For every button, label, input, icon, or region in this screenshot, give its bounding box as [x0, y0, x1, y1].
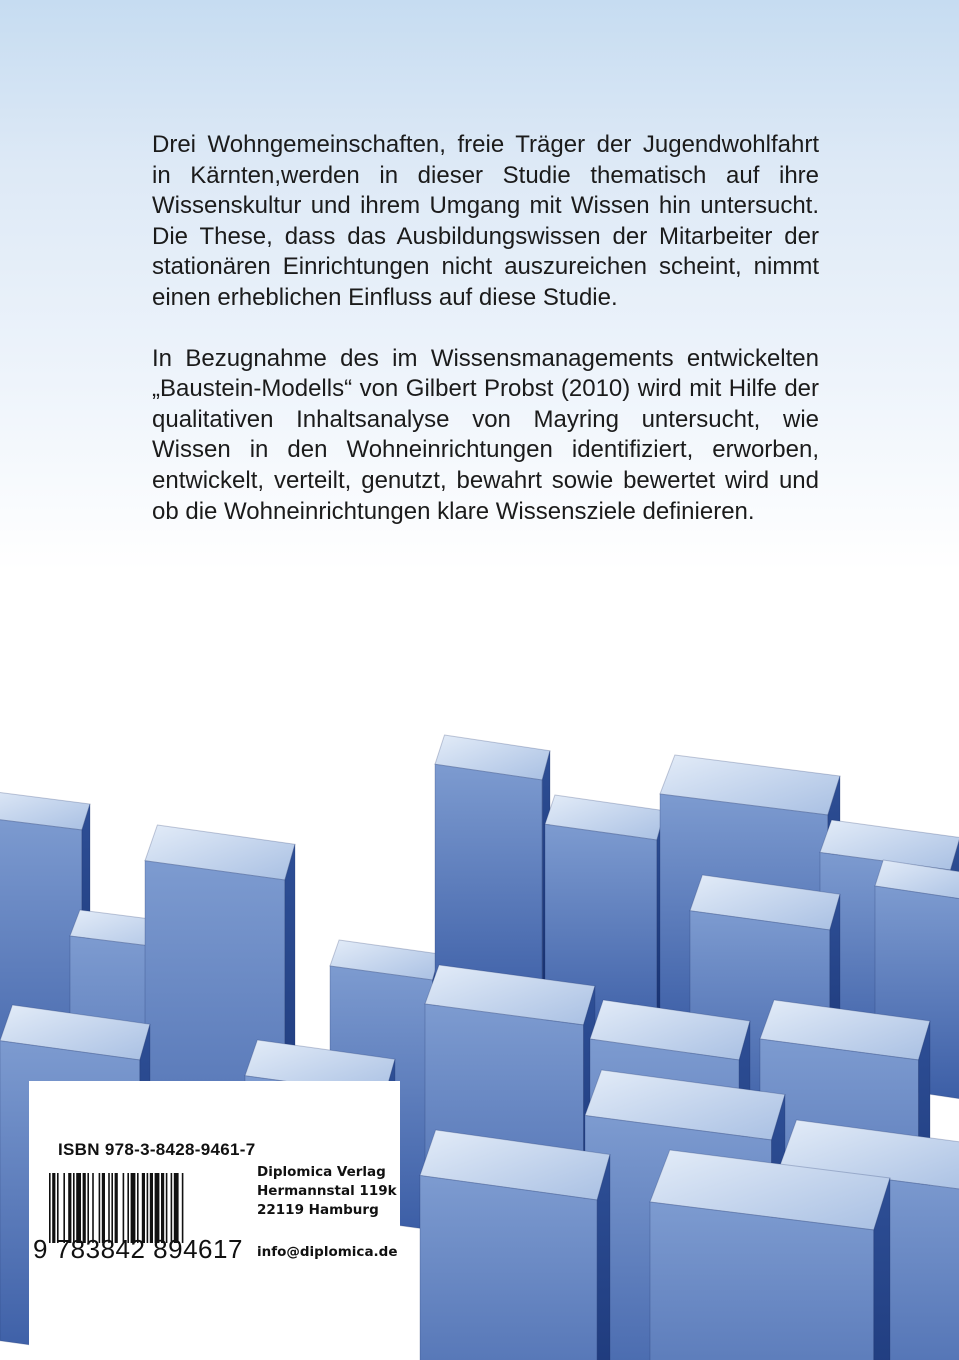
- publisher-email[interactable]: info@diplomica.de: [257, 1244, 398, 1260]
- publisher-address: [257, 1163, 397, 1220]
- barcode-bar: [108, 1173, 110, 1243]
- barcode: [49, 1173, 245, 1243]
- barcode-bar: [147, 1173, 149, 1243]
- barcode-bar: [115, 1173, 118, 1243]
- publisher-name: Diplomica Verlag: [257, 1164, 386, 1180]
- barcode-bar: [87, 1173, 89, 1243]
- barcode-bar: [52, 1173, 55, 1243]
- barcode-label: [29, 1081, 400, 1360]
- barcode-bar: [99, 1173, 101, 1243]
- cube-front-face: [650, 1202, 874, 1360]
- barcode-bar: [92, 1173, 94, 1243]
- cube: [650, 1150, 890, 1360]
- barcode-bar: [76, 1173, 81, 1243]
- barcode-bar: [73, 1173, 75, 1243]
- barcode-bar: [171, 1173, 173, 1243]
- barcode-bar: [174, 1173, 179, 1243]
- isbn-text: ISBN 978-3-8428-9461-7: [58, 1140, 256, 1159]
- barcode-bar: [102, 1173, 105, 1243]
- barcode-bar: [123, 1173, 125, 1243]
- barcode-digits: 9 783842 894617: [33, 1234, 243, 1264]
- barcode-bar: [137, 1173, 139, 1243]
- blurb-paragraph-2: In Bezugnahme des im Wissensmanagements entwickelten „Baustein-Modells“ von Gilbert Probst (2010) wird mit Hilfe der qualitativen Inhaltsanalyse von Mayring untersucht, wie Wissen in den Wohneinrichtungen identifiziert, erworben, entwickelt, verteilt, genutzt, bewahrt sowie bewertet wird und ob die Wohneinrichtungen klare Wissensziele definieren.: [152, 344, 819, 525]
- barcode-bar: [166, 1173, 168, 1243]
- cube: [420, 1130, 610, 1360]
- barcode-bar: [161, 1173, 164, 1243]
- barcode-bar: [49, 1173, 51, 1243]
- barcode-bar: [111, 1173, 113, 1243]
- barcode-bar: [155, 1173, 160, 1243]
- publisher-street: Hermannstal 119k: [257, 1183, 397, 1199]
- barcode-bar: [57, 1173, 59, 1243]
- blurb-paragraph-1: Drei Wohngemeinschaften, freie Träger der Jugendwohlfahrt in Kärnten,werden in dieser Studie thematisch auf ihre Wissenskultur und ihrem Umgang mit Wissen hin untersucht. Die These, dass das Ausbildungswissen der Mitarbeiter der stationären Einrichtungen nicht auszureichen scheint, nimmt einen erheblichen Einfluss auf diese Studie.: [152, 131, 819, 311]
- barcode-bar: [142, 1173, 145, 1243]
- barcode-bar: [63, 1173, 65, 1243]
- barcode-bar: [150, 1173, 153, 1243]
- publisher-city: 22119 Hamburg: [257, 1202, 379, 1218]
- barcode-bar: [131, 1173, 136, 1243]
- cube-front-face: [420, 1176, 597, 1360]
- barcode-bar: [83, 1173, 86, 1243]
- barcode-bar: [68, 1173, 71, 1243]
- back-cover-blurb: [152, 130, 819, 527]
- barcode-bar: [127, 1173, 129, 1243]
- barcode-bar: [182, 1173, 184, 1243]
